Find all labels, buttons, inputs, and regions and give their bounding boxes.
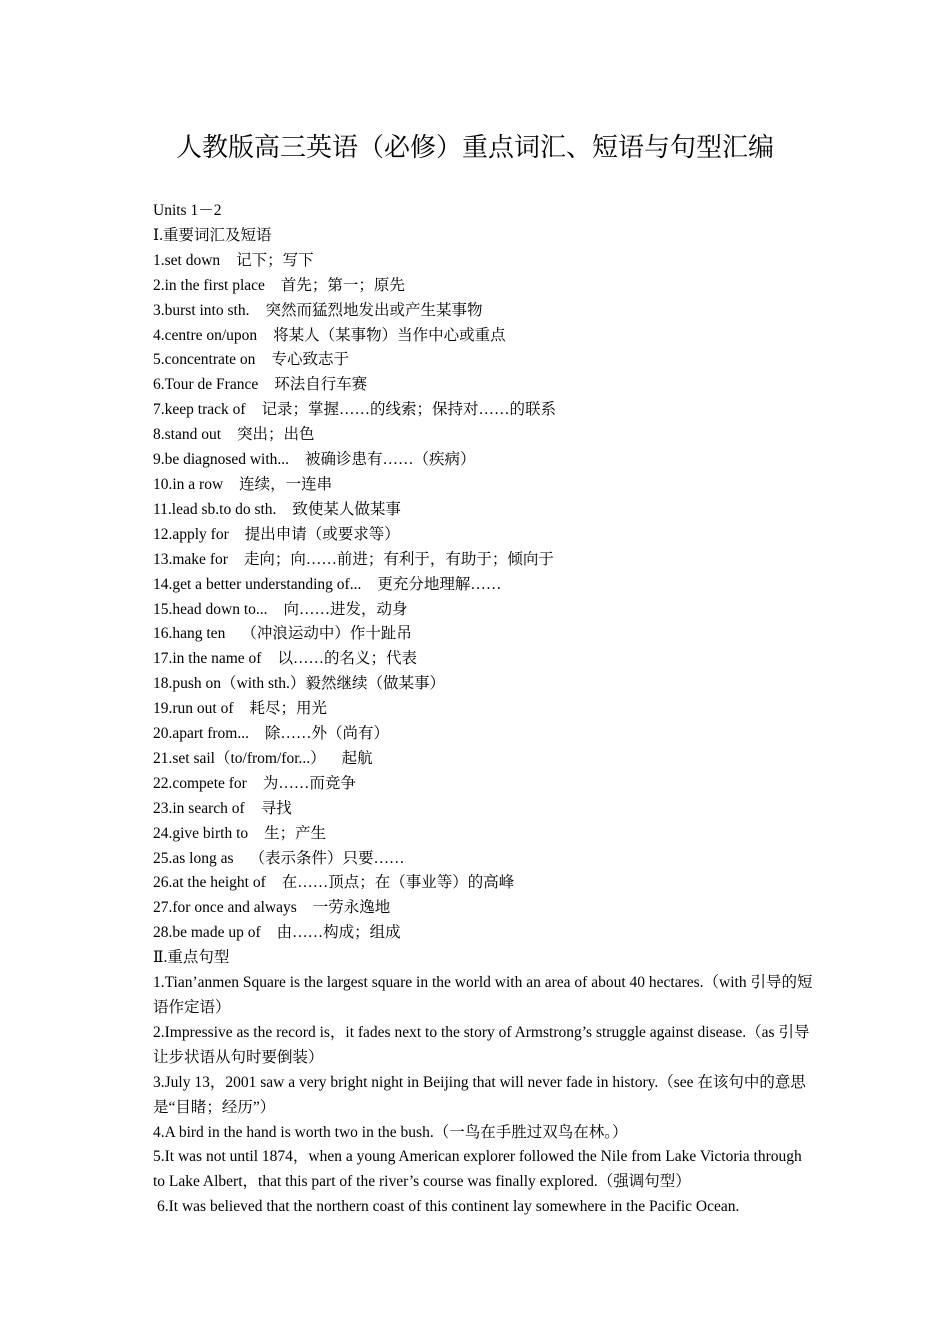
vocab-term: 16.hang ten — [153, 625, 226, 643]
document-title: 人教版高三英语（必修）重点词汇、短语与句型汇编 — [175, 133, 774, 162]
vocab-item — [153, 697, 813, 722]
vocab-item — [153, 274, 813, 299]
vocab-meaning: 寻找 — [260, 799, 292, 817]
vocab-term: 17.in the name of — [153, 650, 262, 668]
vocab-term: 15.head down to... — [153, 600, 268, 618]
vocab-item — [153, 348, 813, 373]
vocab-term: 4.centre on/upon — [153, 326, 258, 344]
vocab-meaning: 一劳永逸地 — [312, 899, 391, 917]
vocab-meaning: 记录；掌握……的线索；保持对……的联系 — [261, 401, 557, 419]
vocab-term: 13.make for — [153, 550, 228, 568]
units-heading: Units 1－2 — [153, 202, 222, 219]
vocab-item — [153, 498, 813, 523]
sentence-item: 1.Tian’anmen Square is the largest square in the world with an area of about 40 hectares.（with 引导的短语作定语） — [153, 974, 813, 1016]
vocab-meaning: 以……的名义；代表 — [277, 650, 417, 668]
vocab-meaning: 专心致志于 — [271, 351, 349, 369]
vocab-term: 27.for once and always — [153, 899, 297, 917]
vocab-term: 7.keep track of — [153, 401, 246, 419]
vocab-meaning: （表示条件）只要…… — [249, 849, 405, 867]
sentence-list — [153, 971, 813, 1220]
vocab-meaning: 突然而猛烈地发出或产生某事物 — [265, 301, 483, 319]
vocab-term: 24.give birth to — [153, 824, 249, 842]
vocab-item — [153, 847, 813, 872]
vocab-item — [153, 896, 813, 921]
vocab-item — [153, 871, 813, 896]
vocab-item — [153, 448, 813, 473]
vocab-meaning: 毅然继续（做某事） — [305, 675, 445, 693]
document-body — [153, 199, 813, 1220]
vocab-item — [153, 647, 813, 672]
vocab-term: 19.run out of — [153, 700, 234, 718]
vocab-meaning: 被确诊患有……（疾病） — [305, 451, 476, 469]
sentence-heading: Ⅱ.重点句型 — [153, 949, 230, 967]
vocab-list — [153, 249, 813, 946]
vocab-term: 11.lead sb.to do sth. — [153, 500, 277, 518]
vocab-meaning: 突出；出色 — [237, 426, 315, 444]
vocab-item — [153, 573, 813, 598]
vocab-item — [153, 747, 813, 772]
vocab-meaning: 除……外（尚有） — [264, 725, 389, 743]
vocab-meaning: （冲浪运动中）作十趾吊 — [241, 625, 412, 643]
vocab-item — [153, 373, 813, 398]
vocab-term: 18.push on（with sth.） — [153, 675, 306, 693]
vocab-meaning: 向……进发，动身 — [283, 600, 408, 618]
vocab-item — [153, 299, 813, 324]
vocab-item — [153, 722, 813, 747]
vocab-meaning: 更充分地理解…… — [377, 575, 502, 593]
vocab-term: 14.get a better understanding of... — [153, 575, 362, 593]
vocab-term: 12.apply for — [153, 525, 229, 543]
vocab-term: 5.concentrate on — [153, 351, 256, 369]
vocab-meaning: 走向；向……前进；有利于，有助于；倾向于 — [243, 550, 554, 568]
vocab-term: 22.compete for — [153, 774, 247, 792]
vocab-meaning: 环法自行车赛 — [274, 376, 368, 394]
vocab-meaning: 记下；写下 — [236, 251, 314, 269]
vocab-term: 3.burst into sth. — [153, 301, 250, 319]
vocab-heading: Ⅰ.重要词汇及短语 — [153, 226, 272, 244]
vocab-item — [153, 249, 813, 274]
vocab-term: 26.at the height of — [153, 874, 266, 892]
vocab-term: 20.apart from... — [153, 725, 249, 743]
vocab-term: 6.Tour de France — [153, 376, 259, 394]
vocab-meaning: 将某人（某事物）当作中心或重点 — [273, 326, 506, 344]
sentence-item: 3.July 13，2001 saw a very bright night in Beijing that will never fade in history.（see 在该句中的意思是“目睹；经历”） — [153, 1073, 806, 1116]
vocab-term: 1.set down — [153, 251, 221, 269]
vocab-item — [153, 772, 813, 797]
vocab-meaning: 由……构成；组成 — [276, 924, 401, 942]
vocab-item — [153, 921, 813, 946]
vocab-item — [153, 622, 813, 647]
vocab-meaning: 致使某人做某事 — [292, 500, 401, 518]
vocab-meaning: 起航 — [341, 749, 373, 767]
vocab-item — [153, 473, 813, 498]
vocab-term: 8.stand out — [153, 426, 222, 444]
vocab-meaning: 为……而竞争 — [262, 774, 356, 792]
vocab-meaning: 首先；第一；原先 — [280, 276, 405, 294]
vocab-meaning: 连续，一连串 — [239, 475, 333, 493]
vocab-meaning: 提出申请（或要求等） — [244, 525, 400, 543]
vocab-item — [153, 398, 813, 423]
vocab-item — [153, 523, 813, 548]
vocab-term: 28.be made up of — [153, 924, 261, 942]
vocab-item — [153, 423, 813, 448]
vocab-item — [153, 324, 813, 349]
vocab-term: 9.be diagnosed with... — [153, 451, 290, 469]
sentence-item: 6.It was believed that the northern coast of this continent lay somewhere in the Pacific Ocean. — [157, 1198, 740, 1216]
sentence-item: 2.Impressive as the record is，it fades next to the story of Armstrong’s struggle against disease.（as 引导让步状语从句时要倒装） — [153, 1023, 810, 1066]
vocab-term: 21.set sail（to/from/for...） — [153, 749, 326, 767]
sentence-item: 4.A bird in the hand is worth two in the bush.（一鸟在手胜过双鸟在林。） — [153, 1123, 628, 1141]
vocab-term: 25.as long as — [153, 849, 234, 867]
vocab-item — [153, 672, 813, 697]
vocab-item — [153, 797, 813, 822]
vocab-item — [153, 548, 813, 573]
vocab-item — [153, 598, 813, 623]
vocab-item — [153, 822, 813, 847]
vocab-meaning: 耗尽；用光 — [249, 700, 328, 718]
vocab-term: 10.in a row — [153, 475, 224, 493]
vocab-meaning: 生；产生 — [264, 824, 327, 842]
vocab-term: 23.in search of — [153, 799, 245, 817]
sentence-item: 5.It was not until 1874，when a young American explorer followed the Nile from Lake Victoria through to Lake Albert，that this part of the river’s course was finally explored.（强调句型） — [153, 1148, 802, 1191]
vocab-term: 2.in the first place — [153, 276, 265, 294]
vocab-meaning: 在……顶点；在（事业等）的高峰 — [281, 874, 515, 892]
